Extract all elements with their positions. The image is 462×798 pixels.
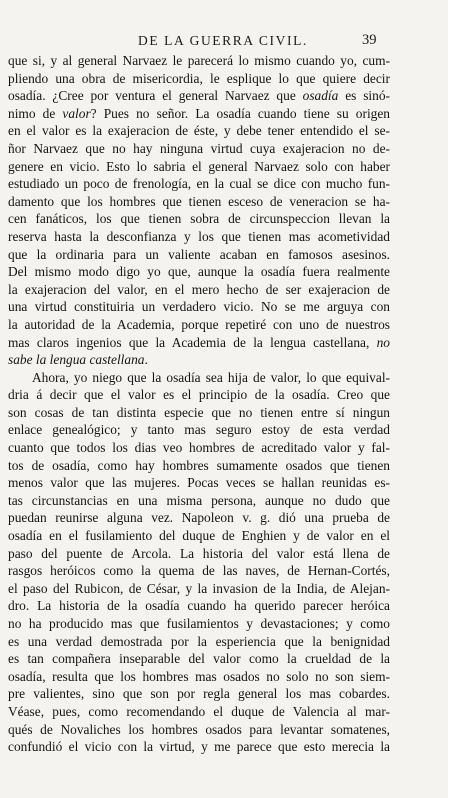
text-line bbox=[8, 721, 390, 739]
text-line bbox=[8, 439, 390, 457]
line-text-after: es sinó- bbox=[338, 88, 390, 104]
line-text: la autoridad de la Academia, porque repetiré con uno de nuestros bbox=[8, 316, 390, 332]
line-text: cuanto que todos los dias veo hombres de acreditado valor y fal- bbox=[8, 440, 390, 456]
line-text: que si, y al general Narvaez le parecerá lo mismo cuando yo, cum- bbox=[8, 53, 390, 68]
text-line bbox=[8, 633, 390, 651]
text-line bbox=[8, 527, 390, 545]
line-text: rasgos heróicos como la quema de las naves, de Hernan-Cortés, bbox=[8, 563, 390, 579]
line-text: mas claros ingenios que la Academia de la lengua castellana, bbox=[8, 334, 377, 350]
line-text: qués de Novaliches los hombres osados para levantar somatenes, bbox=[8, 721, 390, 737]
line-text-after: . bbox=[144, 352, 148, 368]
running-head bbox=[6, 33, 386, 51]
text-line bbox=[8, 193, 390, 211]
line-text: dria á decir que el valor es el principio de la osadía. Creo que bbox=[8, 387, 390, 403]
line-text-after: ? Pues no señor. La osadía cuando tiene su origen bbox=[90, 105, 390, 121]
text-line bbox=[8, 421, 390, 439]
text-line bbox=[8, 650, 390, 668]
line-text: reserva hasta la desconfianza y los que tienen mas acometividad bbox=[8, 228, 390, 244]
text-line bbox=[8, 738, 390, 756]
text-line bbox=[8, 492, 390, 510]
line-text: dro. La historia de la osadía cuando ha querido parecer heróica bbox=[8, 598, 390, 614]
line-text: paso del puente de Arcola. La historia del valor está llena de bbox=[8, 545, 390, 561]
page-edge bbox=[448, 0, 462, 798]
line-text: tas circunstancias en una misma persona, aunque no dudo que bbox=[8, 492, 390, 508]
text-line bbox=[8, 263, 390, 281]
text-line bbox=[8, 158, 390, 176]
text-line bbox=[8, 298, 390, 316]
line-text: pre valientes, sino que son por regla general los mas cobardes. bbox=[8, 686, 390, 702]
line-text: la exajeracion del valor, en el mero hecho de ser exajeracion de bbox=[8, 281, 390, 297]
line-text: el paso del Rubicon, de César, y la invasion de la India, de Alejan- bbox=[8, 580, 390, 596]
text-line bbox=[8, 386, 390, 404]
line-text: no ha producido mas que fusilamientos y devastaciones; y como bbox=[8, 616, 390, 631]
line-text: ñor Narvaez que no hay ninguna virtud cuya exajeracion no de- bbox=[8, 140, 390, 156]
line-text: nimo de bbox=[8, 105, 63, 121]
italic-text: no bbox=[376, 334, 390, 350]
text-line bbox=[8, 615, 390, 633]
text-line bbox=[8, 246, 390, 264]
text-line bbox=[8, 369, 390, 387]
text-line bbox=[8, 703, 390, 721]
body-text bbox=[8, 52, 390, 756]
text-line bbox=[8, 334, 390, 352]
line-text: genere en vicio. Esto lo sabria el general Narvaez solo con haber bbox=[8, 158, 390, 174]
text-line bbox=[8, 87, 390, 105]
text-line bbox=[8, 351, 390, 369]
line-text: confundió el vicio con la virtud, y me parece que esto merecia la bbox=[8, 739, 390, 755]
text-line bbox=[8, 52, 390, 70]
italic-text: sabe la lengua castellana bbox=[8, 352, 145, 368]
line-text: Ahora, yo niego que la osadía sea hija de valor, lo que equival- bbox=[32, 369, 390, 385]
italic-text: osadía bbox=[302, 88, 339, 104]
line-text: son cosas de tan distinta especie que no tienen entre sí ningun bbox=[8, 404, 390, 420]
line-text: en el valor es la exajeracion de éste, y debe tener entendido el se- bbox=[8, 123, 390, 139]
line-text: que la ordinaria para un valiente acaban en famosos asesinos. bbox=[8, 246, 390, 262]
text-line bbox=[8, 580, 390, 598]
line-text: Véase, pues, como recomendando el duque de Valencia al mar- bbox=[8, 703, 390, 719]
line-text: una virtud constituiria un verdadero vicio. No se me arguya con bbox=[8, 299, 390, 315]
line-text: estudiado un poco de frenología, en la cual se dice con mucho fun- bbox=[8, 176, 390, 192]
text-line bbox=[8, 105, 390, 123]
text-line bbox=[8, 562, 390, 580]
text-line bbox=[8, 316, 390, 334]
line-text: puedan reunirse alguna vez. Napoleon v. g. dió una prueba de bbox=[8, 510, 390, 526]
line-text: tos de osadía, como hay hombres sumamente osados que tienen bbox=[8, 457, 390, 473]
running-head-title: DE LA GUERRA CIVIL. bbox=[138, 33, 308, 48]
text-line bbox=[8, 404, 390, 422]
line-text: osadía. ¿Cree por ventura el general Narvaez que bbox=[8, 88, 303, 104]
text-line bbox=[8, 668, 390, 686]
text-line bbox=[8, 509, 390, 527]
line-text: osadía en el fusilamiento del duque de Enghien y de valor en el bbox=[8, 528, 390, 544]
text-line bbox=[8, 122, 390, 140]
line-text: es una verdad demostrada por la esperiencia que la benignidad bbox=[8, 633, 390, 649]
line-text: damento que los hombres que tienen esceso de veneracion se ha- bbox=[8, 193, 390, 209]
text-line bbox=[8, 175, 390, 193]
text-line bbox=[8, 210, 390, 228]
line-text: pliendo una obra de misericordia, le esplique lo que quiere decir bbox=[8, 70, 390, 86]
italic-text: valor bbox=[62, 105, 91, 121]
text-line bbox=[8, 228, 390, 246]
line-text: menos valor que las mujeres. Pocas veces se hallan reunidas es- bbox=[8, 475, 390, 491]
line-text: cen fanáticos, los que tienen sobra de circunspeccion llevan la bbox=[8, 211, 390, 227]
text-line bbox=[8, 140, 390, 158]
text-line bbox=[8, 685, 390, 703]
text-line bbox=[8, 545, 390, 563]
line-text: es tan compañera inseparable del valor como la crueldad de la bbox=[8, 651, 390, 667]
text-line bbox=[8, 281, 390, 299]
line-text: osadía, resulta que los hombres mas osados no solo no son siem- bbox=[8, 668, 390, 684]
line-text: Del mismo modo digo yo que, aunque la osadía fuera realmente bbox=[8, 264, 390, 280]
text-line bbox=[8, 70, 390, 88]
text-line bbox=[8, 597, 390, 615]
page-number: 39 bbox=[362, 32, 377, 48]
line-text: enlace genealógico; y tanto mas seguro estoy de esta verdad bbox=[8, 422, 390, 438]
text-line bbox=[8, 457, 390, 475]
text-line bbox=[8, 474, 390, 492]
